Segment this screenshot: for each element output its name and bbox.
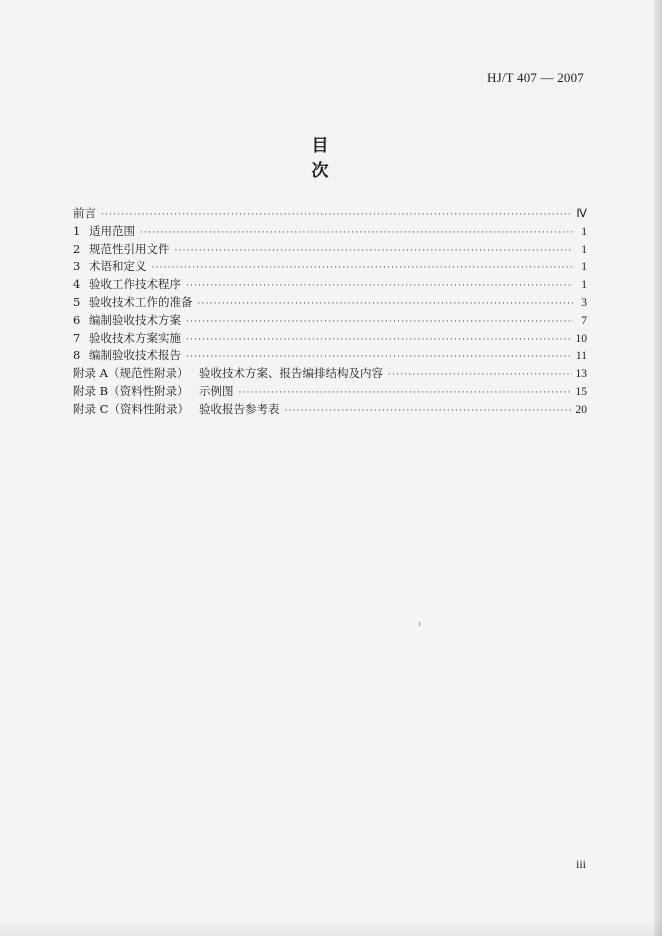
toc-entry-title: 前言 [73, 206, 96, 220]
toc-entry-page: 1 [581, 243, 587, 256]
scan-bottom-shadow [0, 920, 662, 936]
toc-entry-number: 3 [73, 259, 81, 274]
toc-appendix-label: 附录 A（规范性附录） [73, 366, 189, 381]
toc-entry-5[interactable] [73, 294, 587, 312]
toc-entry-page: 11 [575, 350, 587, 363]
toc-entry-title: 编制验收技术报告 [89, 348, 181, 363]
toc-entry-title: 验收技术方案、报告编排结构及内容 [199, 366, 383, 381]
toc-entry-label [73, 383, 234, 401]
toc-entry-page: 1 [581, 225, 587, 238]
toc-entry-number: 2 [73, 241, 81, 256]
toc-leader-dots [152, 260, 574, 278]
toc-leader-dots [186, 278, 573, 296]
toc-leader-dots [140, 225, 573, 243]
toc-entry-number: 5 [73, 294, 81, 309]
page-title: 目 次 [311, 136, 398, 181]
toc-entry-label [73, 223, 135, 241]
toc-entry-page: 1 [581, 261, 587, 274]
scan-speck [419, 622, 420, 626]
toc-entry-1[interactable] [73, 223, 587, 241]
table-of-contents [73, 205, 587, 419]
toc-entry-3[interactable] [73, 258, 587, 276]
toc-entry-label [73, 401, 280, 419]
toc-entry-label [73, 205, 96, 223]
toc-leader-dots [101, 207, 572, 225]
toc-entry-title: 验收技术工作的准备 [89, 294, 193, 309]
toc-entry-page: 10 [575, 332, 587, 345]
toc-entry-foreword[interactable] [73, 205, 587, 223]
toc-leader-dots [186, 332, 572, 350]
toc-entry-page: 13 [575, 368, 587, 381]
toc-entry-page: 3 [581, 296, 587, 309]
toc-entry-title: 验收报告参考表 [199, 401, 280, 416]
toc-entry-number: 6 [73, 312, 81, 327]
page-number: iii [575, 857, 586, 871]
toc-leader-dots [186, 314, 573, 332]
toc-entry-2[interactable] [73, 241, 587, 259]
toc-entry-label [73, 294, 193, 312]
toc-entry-title: 验收工作技术程序 [89, 277, 181, 292]
toc-entry-page: 1 [581, 279, 587, 292]
toc-entry-number: 4 [73, 277, 81, 292]
toc-entry-title: 规范性引用文件 [89, 241, 170, 256]
toc-entry-number: 8 [73, 348, 81, 363]
toc-entry-page: 15 [575, 385, 587, 398]
toc-entry-label [73, 241, 170, 259]
toc-entry-title: 术语和定义 [89, 259, 147, 274]
toc-entry-6[interactable] [73, 312, 587, 330]
toc-entry-title: 编制验收技术方案 [89, 312, 181, 327]
toc-entry-title: 验收技术方案实施 [89, 330, 181, 345]
toc-entry-8[interactable] [73, 347, 587, 365]
toc-leader-dots [175, 243, 574, 261]
toc-entry-4[interactable] [73, 276, 587, 294]
toc-entry-label [73, 365, 383, 383]
toc-entry-label [73, 312, 181, 330]
toc-appendix-label: 附录 B（资料性附录） [73, 383, 189, 398]
toc-entry-number: 7 [73, 330, 81, 345]
toc-entry-label [73, 347, 181, 365]
toc-entry-appendix-b[interactable] [73, 383, 587, 401]
toc-leader-dots [198, 296, 574, 314]
toc-entry-label [73, 330, 181, 348]
toc-entry-appendix-c[interactable] [73, 401, 587, 419]
toc-entry-title: 示例图 [199, 383, 234, 398]
toc-leader-dots [388, 367, 572, 385]
toc-entry-7[interactable] [73, 330, 587, 348]
toc-leader-dots [239, 385, 572, 403]
toc-entry-label [73, 276, 181, 294]
toc-entry-page: Ⅳ [576, 208, 587, 220]
scan-edge-shadow [654, 0, 662, 936]
standard-code: HJ/T 407 — 2007 [486, 70, 584, 85]
toc-appendix-label: 附录 C（资料性附录） [73, 401, 189, 416]
toc-entry-page: 7 [581, 314, 587, 327]
toc-entry-label [73, 258, 147, 276]
toc-entry-page: 20 [575, 403, 587, 416]
toc-entry-appendix-a[interactable] [73, 365, 587, 383]
toc-leader-dots [285, 403, 572, 421]
toc-entry-title: 适用范围 [89, 223, 135, 238]
toc-entry-number: 1 [73, 223, 81, 238]
